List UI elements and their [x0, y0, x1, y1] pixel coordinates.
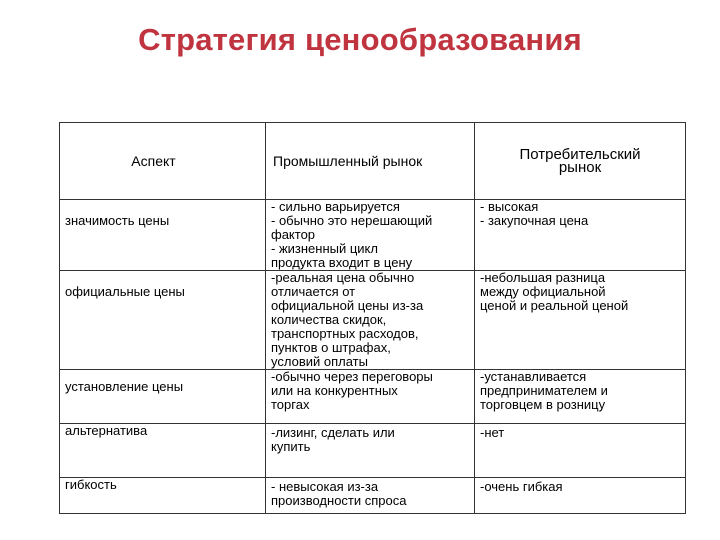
header-aspect: Аспект — [60, 123, 266, 200]
header-industrial-market: Промышленный рынок — [266, 123, 475, 200]
row-industrial: - сильно варьируется - обычно это нерешающий фактор - жизненный цикл продукта входит в цену — [266, 200, 475, 271]
row-industrial: -реальная цена обычно отличается от официальной цены из-за количества скидок, транспортных расходов, пунктов о штрафах, условий оплаты — [266, 271, 475, 370]
slide-title: Стратегия ценообразования — [138, 22, 582, 57]
row-industrial: -обычно через переговоры или на конкурентных торгах — [266, 370, 475, 424]
table-row — [60, 271, 686, 370]
row-consumer: -устанавливается предпринимателем и торговцем в розницу — [475, 370, 686, 424]
row-aspect: значимость цены — [60, 200, 266, 271]
row-consumer: - высокая - закупочная цена — [475, 200, 686, 271]
row-aspect: официальные цены — [60, 271, 266, 370]
table-row — [60, 424, 686, 478]
table-header-row — [60, 123, 686, 200]
row-aspect: альтернатива — [60, 424, 266, 478]
table-row — [60, 200, 686, 271]
row-industrial: -лизинг, сделать или купить — [266, 424, 475, 478]
row-consumer: -нет — [475, 424, 686, 478]
table-row — [60, 478, 686, 514]
row-aspect: гибкость — [60, 478, 266, 514]
row-consumer: -очень гибкая — [475, 478, 686, 514]
header-consumer-market: Потребительский рынок — [475, 123, 686, 200]
row-aspect: установление цены — [60, 370, 266, 424]
row-industrial: - невысокая из-за производности спроса — [266, 478, 475, 514]
row-consumer: -небольшая разница между официальной ценой и реальной ценой — [475, 271, 686, 370]
table-row — [60, 370, 686, 424]
pricing-strategy-table — [59, 122, 686, 514]
